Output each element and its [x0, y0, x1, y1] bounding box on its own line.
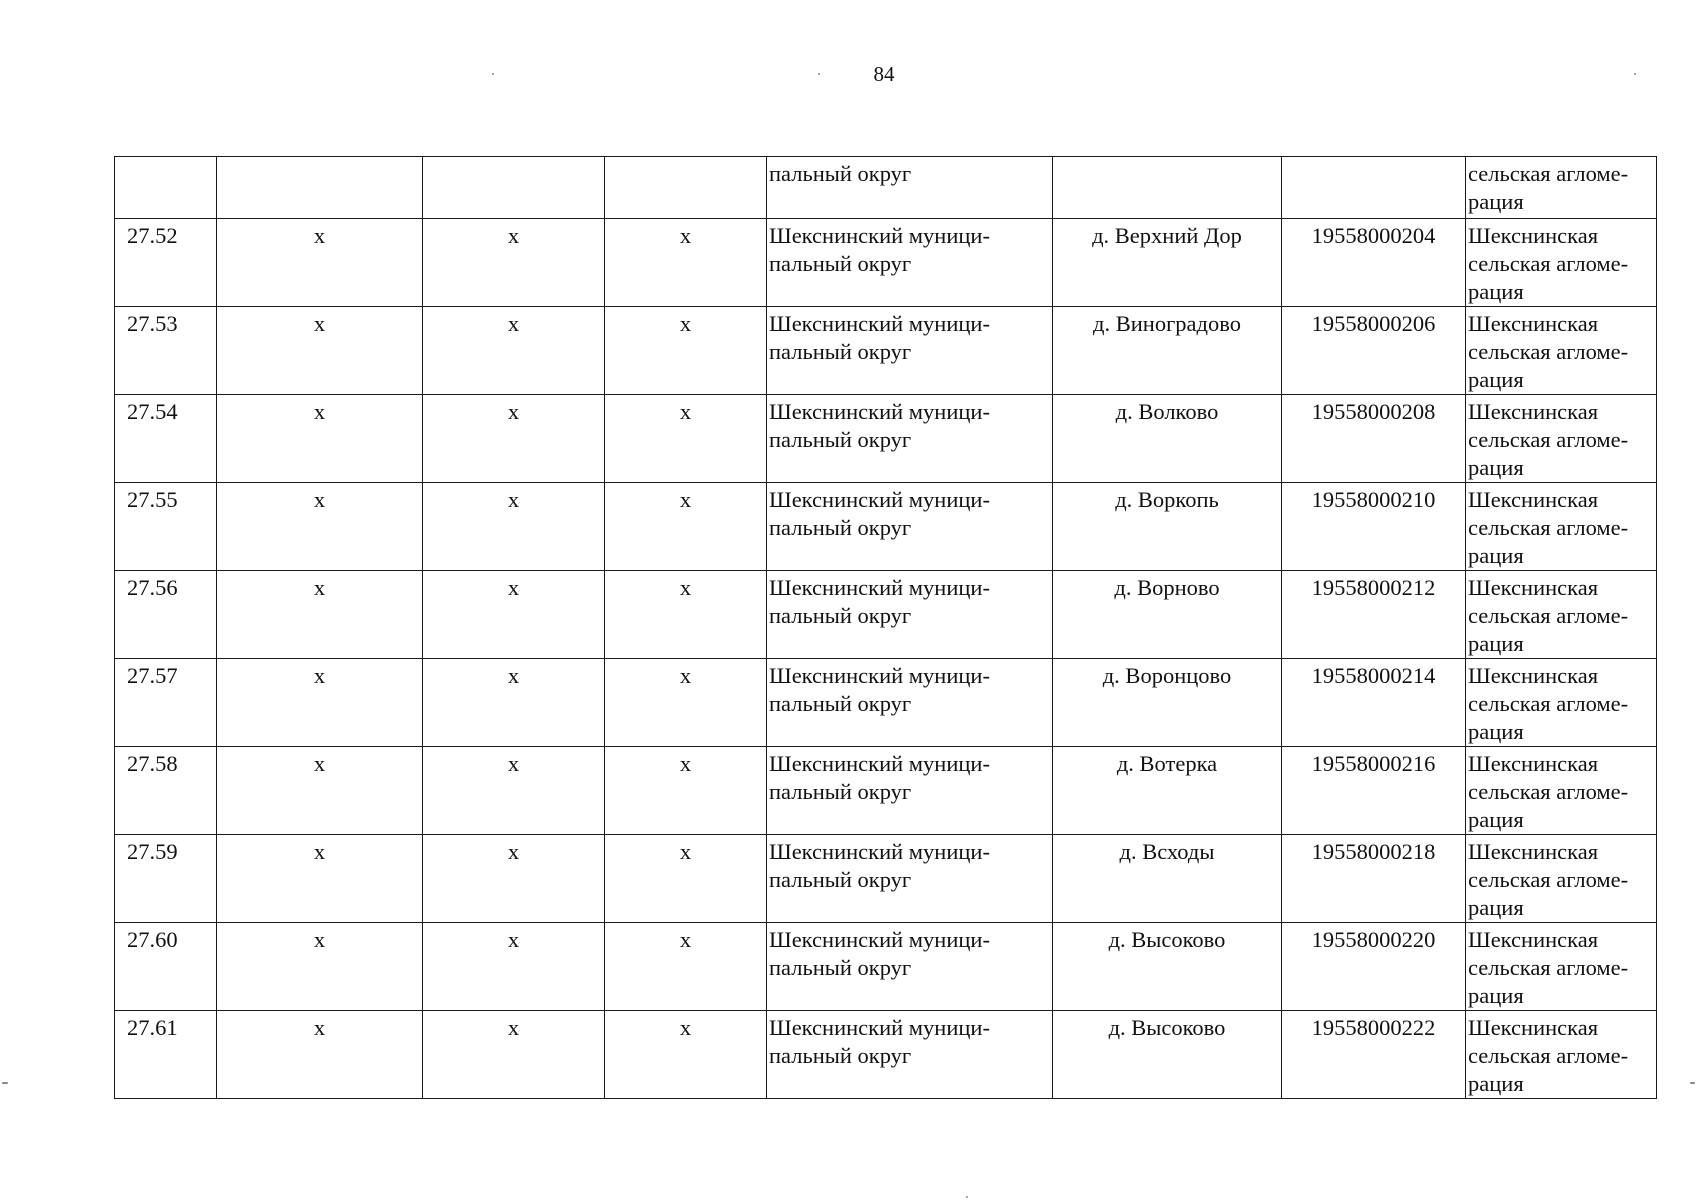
cell-agglomeration: Шекснинская сельская агломе-рация — [1466, 1011, 1657, 1099]
table-row — [115, 659, 1657, 747]
table-row — [115, 835, 1657, 923]
cell-code: 19558000216 — [1282, 747, 1466, 835]
cell-place: д. Высоково — [1053, 923, 1282, 1011]
cell-col4: х — [605, 747, 767, 835]
cell-num: 27.59 — [115, 835, 217, 923]
cell-col4 — [605, 157, 767, 219]
cell-col3: х — [423, 659, 605, 747]
cell-num: 27.55 — [115, 483, 217, 571]
cell-col4: х — [605, 923, 767, 1011]
table-row — [115, 923, 1657, 1011]
cell-municipality: Шекснинский муници-пальный округ — [767, 747, 1053, 835]
cell-col4: х — [605, 483, 767, 571]
cell-place — [1053, 157, 1282, 219]
cell-num — [115, 157, 217, 219]
table-row — [115, 571, 1657, 659]
cell-municipality: Шекснинский муници-пальный округ — [767, 659, 1053, 747]
cell-col2: х — [217, 395, 423, 483]
cell-agglomeration: Шекснинская сельская агломе-рация — [1466, 747, 1657, 835]
table-body — [115, 157, 1657, 1099]
table-row — [115, 1011, 1657, 1099]
cell-col3: х — [423, 219, 605, 307]
cell-col3: х — [423, 395, 605, 483]
table-row — [115, 483, 1657, 571]
cell-code: 19558000214 — [1282, 659, 1466, 747]
cell-num: 27.61 — [115, 1011, 217, 1099]
cell-code: 19558000218 — [1282, 835, 1466, 923]
cell-col3 — [423, 157, 605, 219]
cell-col2: х — [217, 571, 423, 659]
scan-speck — [1634, 73, 1636, 75]
cell-col3: х — [423, 835, 605, 923]
cell-col3: х — [423, 923, 605, 1011]
cell-agglomeration: Шекснинская сельская агломе-рация — [1466, 659, 1657, 747]
cell-col2 — [217, 157, 423, 219]
cell-place: д. Ворново — [1053, 571, 1282, 659]
scan-speck — [492, 73, 494, 75]
cell-col3: х — [423, 747, 605, 835]
cell-place: д. Волково — [1053, 395, 1282, 483]
cell-municipality: Шекснинский муници-пальный округ — [767, 307, 1053, 395]
cell-col2: х — [217, 219, 423, 307]
cell-col3: х — [423, 307, 605, 395]
scan-speck — [1690, 1082, 1695, 1084]
cell-place: д. Вотерка — [1053, 747, 1282, 835]
cell-agglomeration: Шекснинская сельская агломе-рация — [1466, 483, 1657, 571]
cell-col2: х — [217, 1011, 423, 1099]
cell-col2: х — [217, 307, 423, 395]
cell-agglomeration: Шекснинская сельская агломе-рация — [1466, 219, 1657, 307]
cell-col2: х — [217, 483, 423, 571]
cell-municipality: пальный округ — [767, 157, 1053, 219]
cell-municipality: Шекснинский муници-пальный округ — [767, 571, 1053, 659]
cell-municipality: Шекснинский муници-пальный округ — [767, 219, 1053, 307]
cell-code: 19558000220 — [1282, 923, 1466, 1011]
cell-col4: х — [605, 835, 767, 923]
cell-code: 19558000210 — [1282, 483, 1466, 571]
cell-municipality: Шекснинский муници-пальный округ — [767, 483, 1053, 571]
page-number: 84 — [873, 62, 895, 86]
cell-place: д. Воронцово — [1053, 659, 1282, 747]
cell-num: 27.57 — [115, 659, 217, 747]
cell-col2: х — [217, 923, 423, 1011]
cell-agglomeration: сельская агломе-рация — [1466, 157, 1657, 219]
cell-num: 27.60 — [115, 923, 217, 1011]
cell-agglomeration: Шекснинская сельская агломе-рация — [1466, 395, 1657, 483]
cell-code — [1282, 157, 1466, 219]
cell-col2: х — [217, 659, 423, 747]
cell-municipality: Шекснинский муници-пальный округ — [767, 923, 1053, 1011]
cell-num: 27.56 — [115, 571, 217, 659]
table-row — [115, 747, 1657, 835]
cell-col4: х — [605, 1011, 767, 1099]
cell-col4: х — [605, 395, 767, 483]
cell-col3: х — [423, 483, 605, 571]
cell-code: 19558000208 — [1282, 395, 1466, 483]
cell-code: 19558000222 — [1282, 1011, 1466, 1099]
cell-agglomeration: Шекснинская сельская агломе-рация — [1466, 307, 1657, 395]
scan-speck — [2, 1082, 8, 1084]
cell-num: 27.58 — [115, 747, 217, 835]
cell-place: д. Всходы — [1053, 835, 1282, 923]
cell-place: д. Высоково — [1053, 1011, 1282, 1099]
cell-col4: х — [605, 571, 767, 659]
table-row — [115, 395, 1657, 483]
cell-agglomeration: Шекснинская сельская агломе-рация — [1466, 923, 1657, 1011]
cell-num: 27.53 — [115, 307, 217, 395]
cell-place: д. Виноградово — [1053, 307, 1282, 395]
scan-speck — [818, 73, 820, 75]
cell-col2: х — [217, 747, 423, 835]
cell-code: 19558000204 — [1282, 219, 1466, 307]
table-row — [115, 307, 1657, 395]
cell-col4: х — [605, 219, 767, 307]
cell-col4: х — [605, 307, 767, 395]
cell-num: 27.54 — [115, 395, 217, 483]
cell-place: д. Верхний Дор — [1053, 219, 1282, 307]
cell-col3: х — [423, 1011, 605, 1099]
cell-agglomeration: Шекснинская сельская агломе-рация — [1466, 835, 1657, 923]
cell-code: 19558000212 — [1282, 571, 1466, 659]
table-row — [115, 219, 1657, 307]
cell-code: 19558000206 — [1282, 307, 1466, 395]
cell-municipality: Шекснинский муници-пальный округ — [767, 1011, 1053, 1099]
scan-speck — [966, 1196, 968, 1198]
continuation-row — [115, 157, 1657, 219]
cell-num: 27.52 — [115, 219, 217, 307]
cell-municipality: Шекснинский муници-пальный округ — [767, 395, 1053, 483]
cell-col3: х — [423, 571, 605, 659]
cell-col2: х — [217, 835, 423, 923]
cell-agglomeration: Шекснинская сельская агломе-рация — [1466, 571, 1657, 659]
settlements-table — [114, 156, 1657, 1099]
cell-place: д. Воркопь — [1053, 483, 1282, 571]
cell-col4: х — [605, 659, 767, 747]
cell-municipality: Шекснинский муници-пальный округ — [767, 835, 1053, 923]
